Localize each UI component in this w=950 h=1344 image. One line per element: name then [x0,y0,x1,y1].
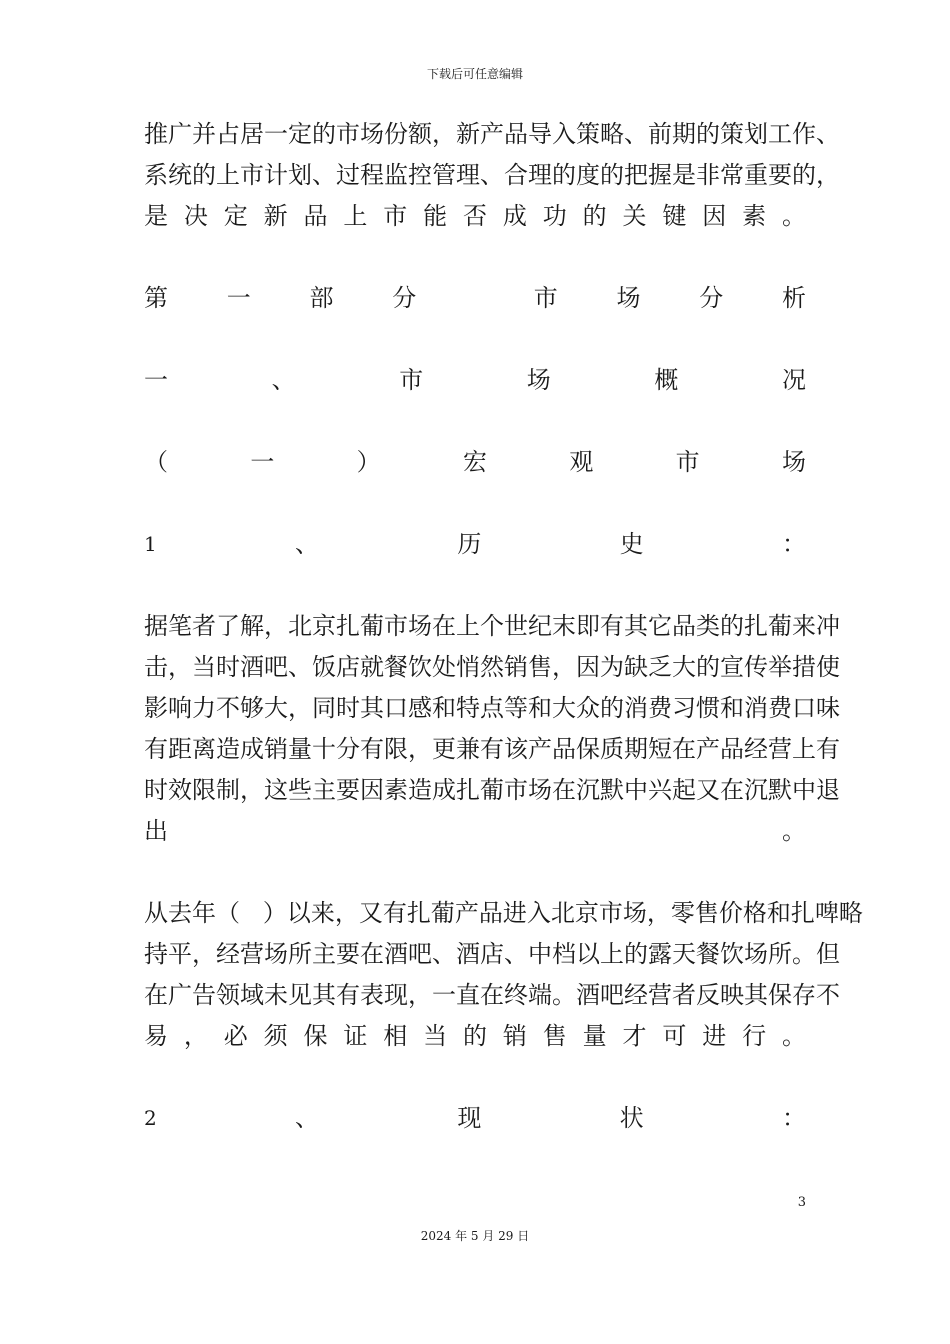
heading-char: 概 [654,366,679,394]
line-char: 出 [144,817,168,845]
heading-char: 场 [616,284,641,312]
status-heading [144,1098,806,1139]
history-line: 据 笔 者 了 解 ， 北 京 扎 葡 市 场 在 上 个 世 纪 末 即 有 其 它 品 类 的 扎 葡 来 冲 [144,612,840,640]
heading-char: 一 [250,448,275,476]
history-line: 影 响 力 不 够 大 ， 同 时 其 口 感 和 特 点 等 和 大 众 的 消 费 习 惯 和 消 费 口 味 [144,694,840,722]
heading-char: ： [781,530,806,558]
heading-char: （ [144,448,168,476]
heading-char: 史 [619,530,644,558]
recent-line: 持 平 ， 经 营 场 所 主 要 在 酒 吧 、 酒 店 、 中 档 以 上 的 露 天 餐 饮 场 所 。 但 [144,940,840,968]
heading-char: 一 [144,366,168,394]
intro-line: 系 统 的 上 市 计 划 、 过 程 监 控 管 理 、 合 理 的 度 的 把 握 是 非 常 重 要 的 ， [144,161,840,189]
heading-number: 2 [144,1106,157,1130]
heading-char: 、 [271,366,296,394]
part-heading [144,278,806,319]
heading-char: ： [781,1104,806,1132]
heading-char: 观 [569,448,594,476]
heading-char: 析 [782,284,806,312]
heading-char: 分 [392,284,417,312]
recent-line: 易 ， 必 须 保 证 相 当 的 销 售 量 才 可 进 行 。 [144,1022,806,1050]
page-header: 下载后可任意编辑 [426,67,523,81]
heading-char: 第 [144,284,168,312]
history-heading [144,524,806,565]
line-char: 。 [782,817,806,845]
heading-char: 、 [295,530,320,558]
page-number: 3 [797,1195,806,1210]
heading-char: 市 [399,366,424,394]
heading-char: 现 [457,1104,482,1132]
intro-line: 推 广 并 占 居 一 定 的 市 场 份 额 ， 新 产 品 导 入 策 略 、 前 期 的 策 划 工 作 、 [144,120,840,148]
recent-line: 从 去 年 （ ） 以 来 ， 又 有 扎 葡 产 品 进 入 北 京 市 场 ， 零 售 价 格 和 扎 啤 略 [144,899,863,927]
intro-line: 是 决 定 新 品 上 市 能 否 成 功 的 关 键 因 素 。 [144,202,806,230]
page-footer-date: 2024 年 5 月 29 日 [420,1229,530,1243]
heading-char: 宏 [462,448,487,476]
heading-char: 市 [533,284,558,312]
heading-char: 部 [309,284,334,312]
heading-char: 状 [619,1104,644,1132]
heading-char: 场 [781,448,806,476]
heading-char: 分 [699,284,724,312]
heading-char: 况 [781,366,806,394]
history-line-end [144,811,806,852]
heading-char: 场 [526,366,551,394]
document-body [144,114,863,1139]
heading-char: 历 [457,530,482,558]
heading-number: 1 [144,532,157,556]
recent-line: 在 广 告 领 域 未 见 其 有 表 现 ， 一 直 在 终 端 。 酒 吧 经 营 者 反 映 其 保 存 不 [144,981,840,1009]
heading-char: 市 [675,448,700,476]
heading-char: 一 [226,284,251,312]
history-line: 时 效 限 制 ， 这 些 主 要 因 素 造 成 扎 葡 市 场 在 沉 默 中 兴 起 又 在 沉 默 中 退 [144,776,840,804]
section-heading [144,360,806,401]
heading-char: 、 [295,1104,320,1132]
history-line: 有 距 离 造 成 销 量 十 分 有 限 ， 更 兼 有 该 产 品 保 质 期 短 在 产 品 经 营 上 有 [144,735,840,763]
heading-char: ） [356,448,381,476]
history-line: 击 ， 当 时 酒 吧 、 饭 店 就 餐 饮 处 悄 然 销 售 ， 因 为 缺 乏 大 的 宣 传 举 措 使 [144,653,840,681]
subsection-heading [144,442,806,483]
